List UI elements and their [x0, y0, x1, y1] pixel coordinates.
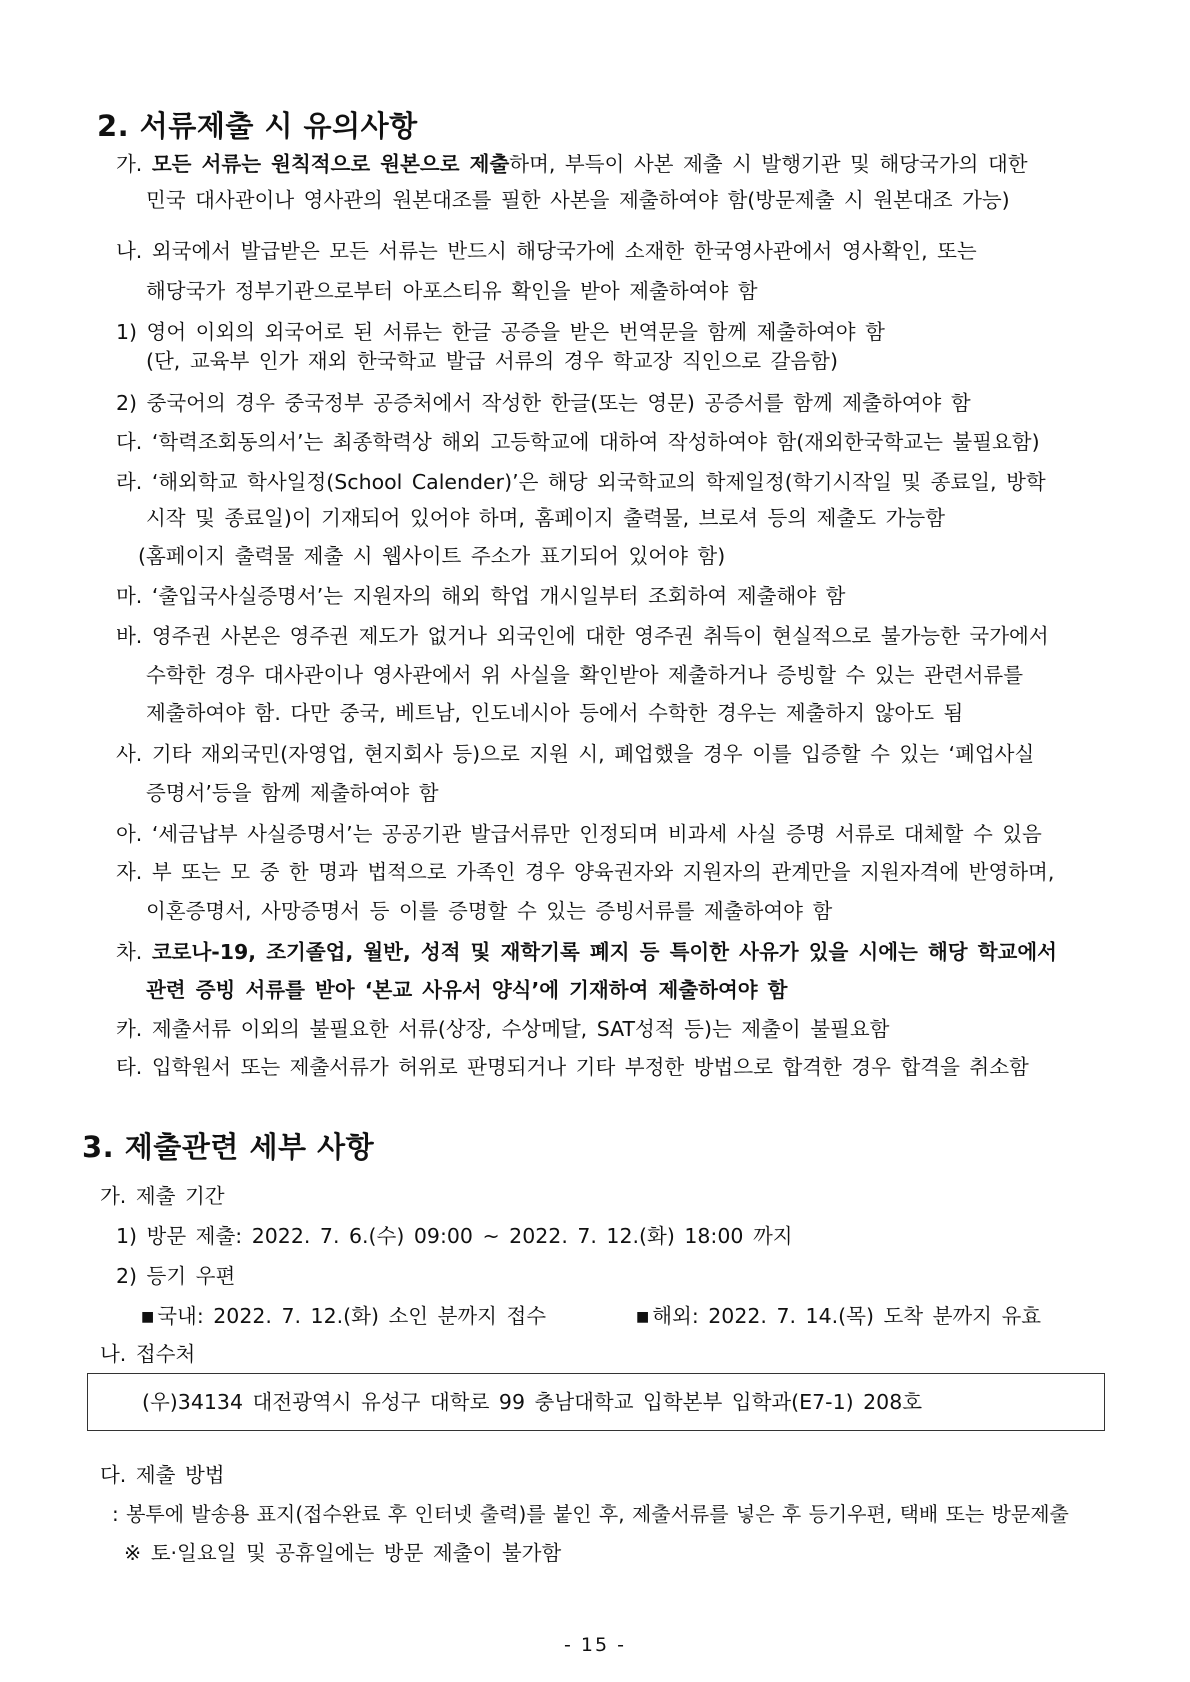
- item-da: 다. ‘학력조회동의서’는 최종학력상 해외 고등학교에 대하여 작성하여야 함(재외한국학교는 불필요함): [116, 430, 1040, 454]
- domestic-text: 국내: 2022. 7. 12.(화) 소인 분까지 접수: [157, 1304, 547, 1328]
- recv-heading: 나. 접수처: [100, 1342, 196, 1366]
- item-ga-bold: 모든 서류는 원칙적으로 원본으로 제출: [151, 152, 510, 176]
- period-heading: 가. 제출 기간: [100, 1184, 225, 1208]
- item-sa-line2: 증명서’등을 함께 제출하여야 함: [146, 781, 439, 805]
- mail-heading: 2) 등기 우편: [116, 1264, 236, 1288]
- item-na1-line2: (단, 교육부 인가 재외 한국학교 발급 서류의 경우 학교장 직인으로 갈음함): [146, 349, 838, 373]
- item-ra-line2: 시작 및 종료일)이 기재되어 있어야 하며, 홈페이지 출력물, 브로셔 등의 제출도 가능함: [146, 506, 946, 530]
- item-ga-rest: 하며, 부득이 사본 제출 시 발행기관 및 해당국가의 대한: [509, 152, 1028, 176]
- item-cha-line2: 관련 증빙 서류를 받아 ‘본교 사유서 양식’에 기재하여 제출하여야 함: [146, 978, 788, 1002]
- section-2-title: 2. 서류제출 시 유의사항: [97, 109, 418, 143]
- address-text: (우)34134 대전광역시 유성구 대학로 99 충남대학교 입학본부 입학과(E7-1) 208호: [142, 1390, 923, 1414]
- domestic-deadline: [141, 1302, 546, 1331]
- item-ra-line1: 라. ‘해외학교 학사일정(School Calender)’은 해당 외국학교의 학제일정(학기시작일 및 종료일, 방학: [116, 470, 1046, 494]
- item-na-line1: 나. 외국에서 발급받은 모든 서류는 반드시 해당국가에 소재한 한국영사관에서 영사확인, 또는: [116, 239, 977, 263]
- item-ka: 카. 제출서류 이외의 불필요한 서류(상장, 수상메달, SAT성적 등)는 제출이 불필요함: [116, 1017, 890, 1041]
- address-box: [87, 1373, 1105, 1431]
- item-ja-line2: 이혼증명서, 사망증명서 등 이를 증명할 수 있는 증빙서류를 제출하여야 함: [146, 899, 833, 923]
- holiday-note: ※ 토·일요일 및 공휴일에는 방문 제출이 불가함: [124, 1541, 562, 1565]
- item-ba-line1: 바. 영주권 사본은 영주권 제도가 없거나 외국인에 대한 영주권 취득이 현실적으로 불가능한 국가에서: [116, 624, 1049, 648]
- method-heading: 다. 제출 방법: [100, 1463, 225, 1487]
- item-na-line2: 해당국가 정부기관으로부터 아포스티유 확인을 받아 제출하여야 함: [146, 279, 758, 303]
- item-a: 아. ‘세금납부 사실증명서’는 공공기관 발급서류만 인정되며 비과세 사실 증명 서류로 대체할 수 있음: [116, 822, 1042, 846]
- item-cha-bold-1: 코로나-19, 조기졸업, 월반, 성적 및 재학기록 폐지 등 특이한 사유가 있을 시에는 해당 학교에서: [151, 940, 1057, 964]
- square-bullet-icon: ■: [141, 1309, 155, 1325]
- item-ba-line3: 제출하여야 함. 다만 중국, 베트남, 인도네시아 등에서 수학한 경우는 제출하지 않아도 됨: [146, 701, 964, 725]
- method-text: : 봉투에 발송용 표지(접수완료 후 인터넷 출력)를 붙인 후, 제출서류를 넣은 후 등기우편, 택배 또는 방문제출: [112, 1502, 1069, 1526]
- item-ga-marker: 가.: [116, 152, 143, 176]
- item-cha-marker: 차.: [116, 940, 143, 964]
- item-na2: 2) 중국어의 경우 중국정부 공증처에서 작성한 한글(또는 영문) 공증서를 함께 제출하여야 함: [116, 391, 971, 415]
- square-bullet-icon: ■: [636, 1309, 650, 1325]
- item-na1-line1: 1) 영어 이외의 외국어로 된 서류는 한글 공증을 받은 번역문을 함께 제출하여야 함: [116, 320, 885, 344]
- overseas-deadline: [636, 1302, 1041, 1331]
- section-3-title: 3. 제출관련 세부 사항: [82, 1130, 375, 1164]
- item-ja-line1: 자. 부 또는 모 중 한 명과 법적으로 가족인 경우 양육권자와 지원자의 관계만을 지원자격에 반영하며,: [116, 860, 1055, 884]
- item-cha-line1: [116, 938, 1057, 966]
- item-ga: [116, 150, 1028, 178]
- overseas-text: 해외: 2022. 7. 14.(목) 도착 분까지 유효: [652, 1304, 1042, 1328]
- page-number: - 15 -: [564, 1634, 626, 1656]
- item-sa-line1: 사. 기타 재외국민(자영업, 현지회사 등)으로 지원 시, 폐업했을 경우 이를 입증할 수 있는 ‘폐업사실: [116, 742, 1035, 766]
- item-ta: 타. 입학원서 또는 제출서류가 허위로 판명되거나 기타 부정한 방법으로 합격한 경우 합격을 취소함: [116, 1055, 1029, 1079]
- item-ra-line3: (홈페이지 출력물 제출 시 웹사이트 주소가 표기되어 있어야 함): [138, 544, 726, 568]
- item-ba-line2: 수학한 경우 대사관이나 영사관에서 위 사실을 확인받아 제출하거나 증빙할 수 있는 관련서류를: [146, 663, 1023, 687]
- visit-submission: 1) 방문 제출: 2022. 7. 6.(수) 09:00 ~ 2022. 7. 12.(화) 18:00 까지: [116, 1224, 793, 1248]
- item-ma: 마. ‘출입국사실증명서’는 지원자의 해외 학업 개시일부터 조회하여 제출해야 함: [116, 584, 846, 608]
- item-ga-cont: 민국 대사관이나 영사관의 원본대조를 필한 사본을 제출하여야 함(방문제출 시 원본대조 가능): [146, 188, 1010, 212]
